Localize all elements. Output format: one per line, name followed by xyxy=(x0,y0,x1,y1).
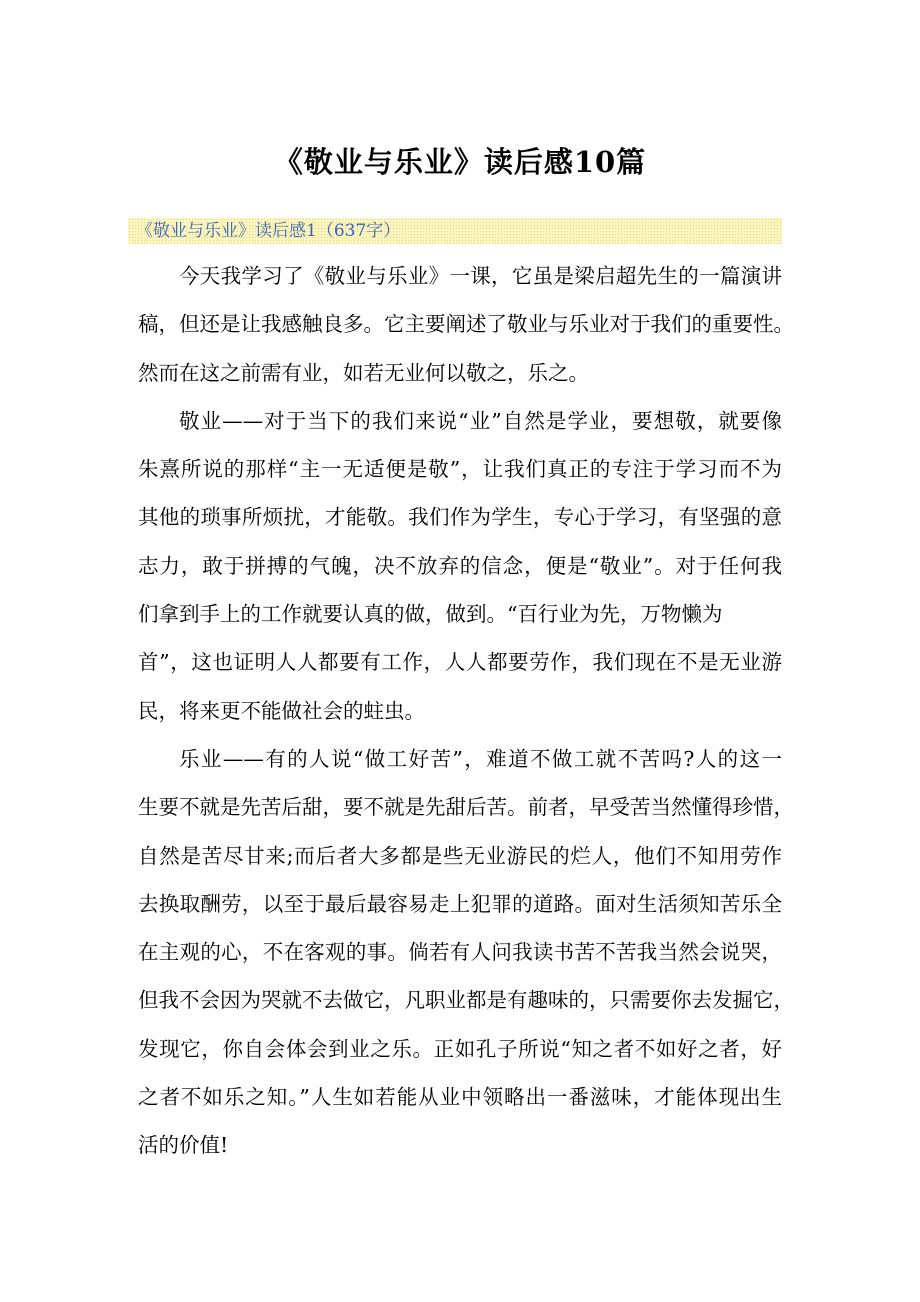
text-line: 志力，敢于拼搏的气魄，决不放弃的信念，便是“敬业”。对于任何我 xyxy=(138,553,782,578)
text-line: 们拿到手上的工作就要认真的做，做到。“百行业为先，万物懒为 xyxy=(138,602,723,627)
text-line: 自然是苦尽甘来;而后者大多都是些无业游民的烂人，他们不知用劳作 xyxy=(138,843,782,868)
text-line: 敬业——对于当下的我们来说“业”自然是学业，要想敬，就要像 xyxy=(179,408,782,433)
section-heading: 《敬业与乐业》读后感1（637字） xyxy=(128,218,782,244)
text-line: 生要不就是先苦后甜，要不就是先甜后苦。前者，早受苦当然懂得珍惜， xyxy=(138,795,794,820)
text-line: 首”，这也证明人人都要有工作，人人都要劳作，我们现在不是无业游 xyxy=(138,650,782,675)
text-line: 其他的琐事所烦扰，才能敬。我们作为学生，专心于学习，有坚强的意 xyxy=(138,505,782,530)
text-line: 去换取酬劳，以至于最后最容易走上犯罪的道路。面对生活须知苦乐全 xyxy=(138,891,782,916)
text-line: 今天我学习了《敬业与乐业》一课，它虽是梁启超先生的一篇演讲 xyxy=(179,264,782,288)
text-line: 在主观的心，不在客观的事。倘若有人问我读书苦不苦我当然会说哭， xyxy=(138,940,782,965)
text-line: 民，将来更不能做社会的蛀虫。 xyxy=(138,698,425,723)
article-body xyxy=(138,252,794,1170)
paragraph-1 xyxy=(138,252,794,397)
text-line: 发现它，你自会体会到业之乐。正如孔子所说“知之者不如好之者，好 xyxy=(138,1036,782,1061)
paragraph-2 xyxy=(138,397,782,735)
text-line: 但我不会因为哭就不去做它，凡职业都是有趣味的，只需要你去发掘它， xyxy=(138,988,794,1013)
text-line: 然而在这之前需有业，如若无业何以敬之，乐之。 xyxy=(138,360,589,385)
text-line: 乐业——有的人说“做工好苦”，难道不做工就不苦吗?人的这一 xyxy=(179,746,782,771)
text-line: 活的价值! xyxy=(138,1133,229,1158)
text-line: 之者不如乐之知。”人生如若能从业中领略出一番滋味，才能体现出生 xyxy=(138,1085,782,1110)
text-line: 朱熹所说的那样“主一无适便是敬”，让我们真正的专注于学习而不为 xyxy=(138,457,782,482)
text-line: 稿，但还是让我感触良多。它主要阐述了敬业与乐业对于我们的重要性。 xyxy=(138,312,794,337)
document-title: 《敬业与乐业》读后感10篇 xyxy=(273,145,647,179)
paragraph-3 xyxy=(138,735,794,1170)
